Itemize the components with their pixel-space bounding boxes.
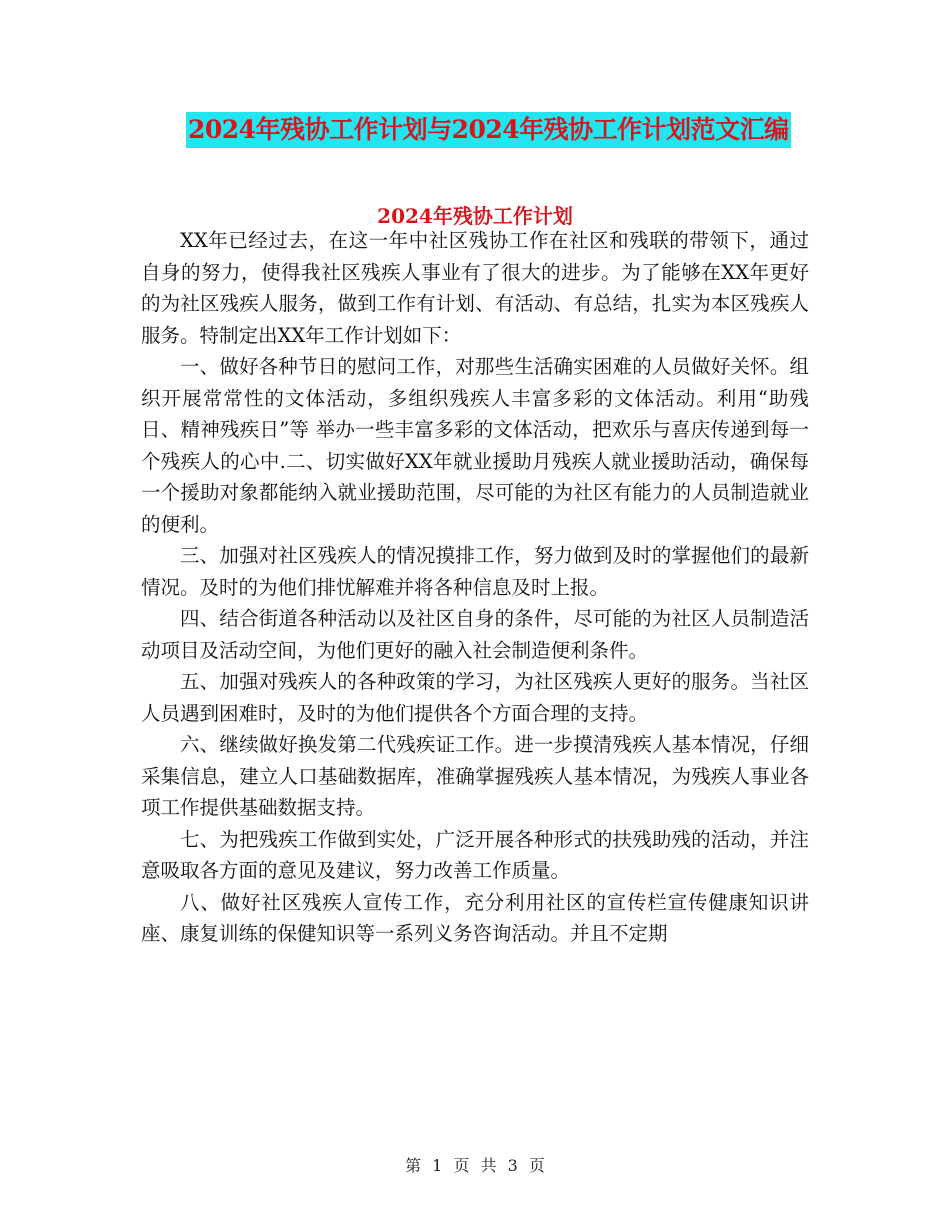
document-body xyxy=(141,225,809,950)
paragraph-item-5: 五、加强对残疾人的各种政策的学习，为社区残疾人更好的服务。当社区人员遇到困难时，及时的为他们提供各个方面合理的支持。 xyxy=(141,670,809,725)
paragraph-item-7: 七、为把残疾工作做到实处，广泛开展各种形式的扶残助残的活动，并注意吸取各方面的意见及建议，努力改善工作质量。 xyxy=(141,827,809,882)
paragraph-item-6: 六、继续做好换发第二代残疾证工作。进一步摸清残疾人基本情况，仔细采集信息，建立人口基础数据库，准确掌握残疾人基本情况，为残疾人事业各项工作提供基础数据支持。 xyxy=(141,733,809,819)
paragraph-item-3: 三、加强对社区残疾人的情况摸排工作，努力做到及时的掌握他们的最新情况。及时的为他们排忧解难并将各种信息及时上报。 xyxy=(141,544,809,599)
paragraph-item-8: 八、做好社区残疾人宣传工作，充分利用社区的宣传栏宣传健康知识讲座、康复训练的保健知识等一系列义务咨询活动。并且不定期 xyxy=(141,890,809,945)
document-main-title: 2024年残协工作计划与2024年残协工作计划范文汇编 xyxy=(186,112,791,148)
paragraph-item-4: 四、结合街道各种活动以及社区自身的条件，尽可能的为社区人员制造活动项目及活动空间，为他们更好的融入社会制造便利条件。 xyxy=(141,607,809,662)
section-title: 2024年残协工作计划 xyxy=(377,204,573,228)
paragraph-intro: XX年已经过去，在这一年中社区残协工作在社区和残联的带领下，通过自身的努力，使得我社区残疾人事业有了很大的进步。为了能够在XX年更好的为社区残疾人服务，做到工作有计划、有活动、有总结，扎实为本区残疾人服务。特制定出XX年工作计划如下： xyxy=(141,229,809,347)
paragraph-item-1-2: 一、做好各种节日的慰问工作，对那些生活确实困难的人员做好关怀。组织开展常常性的文体活动，多组织残疾人丰富多彩的文体活动。利用“助残日、精神残疾日”等 举办一些丰富多彩的文体活动，把欢乐与喜庆传递到每一个残疾人的心中.二、切实做好XX年就业援助月残疾人就业援助活动，确保每一个援助对象都能纳入就业援助范围，尽可能的为社区有能力的人员制造就业的便利。 xyxy=(141,355,809,536)
page-footer: 第 1 页 共 3 页 xyxy=(405,1156,545,1175)
